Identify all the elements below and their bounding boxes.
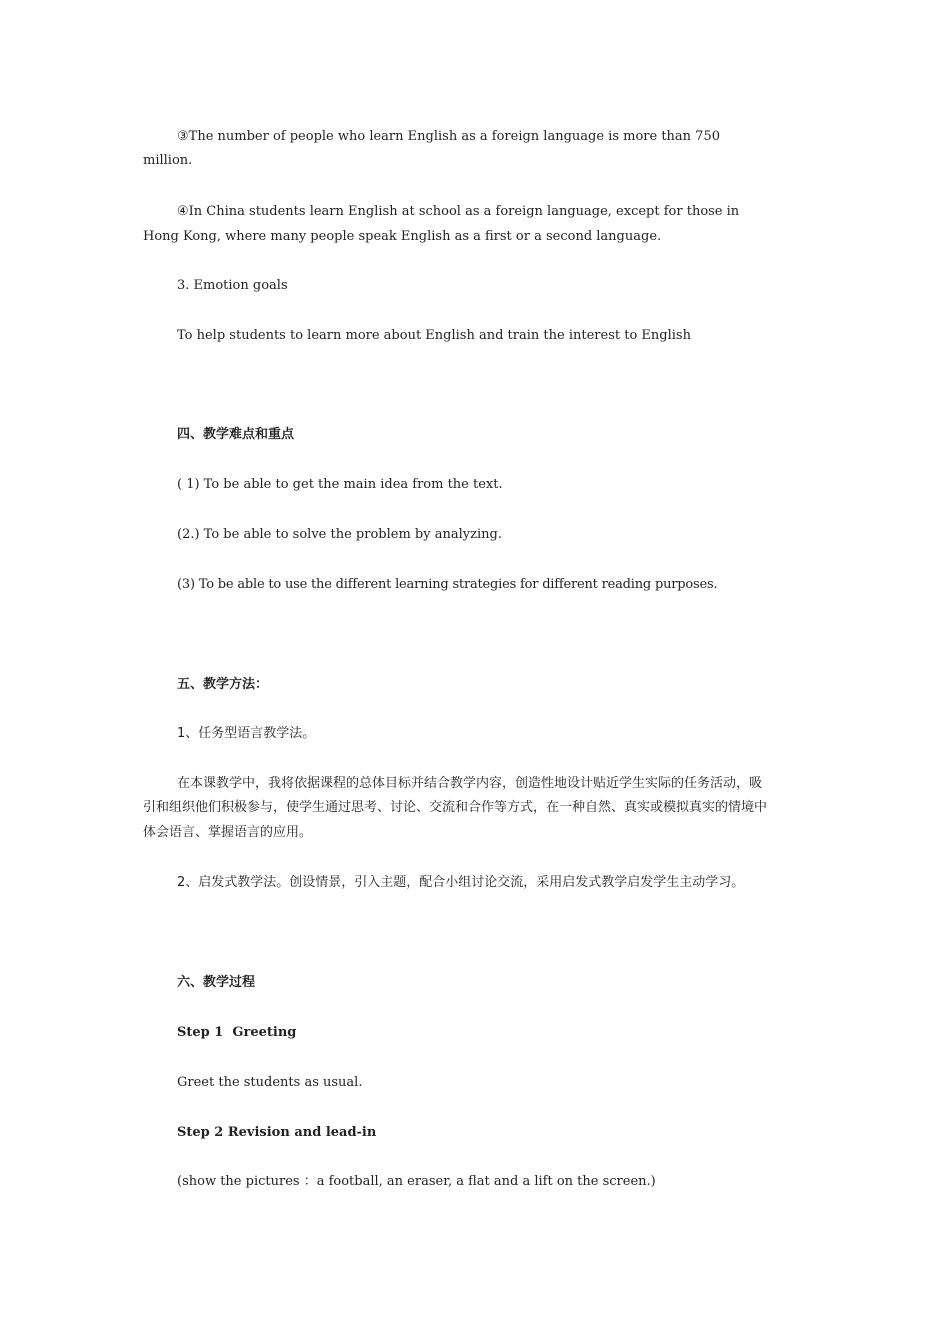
section-5-paragraph-line-3: 体会语言、掌握语言的应用。 [143,825,313,840]
objective-item-3-line-2: million. [143,153,193,168]
section-4-item-2: (2.) To be able to solve the problem by analyzing. [177,527,502,542]
emotion-goals-text: To help students to learn more about English and train the interest to English [177,328,691,343]
section-5-method-1: 1、任务型语言教学法。 [177,726,316,741]
step-1-title: Step 1 Greeting [177,1025,297,1040]
step-2-title: Step 2 Revision and lead-in [177,1125,377,1140]
section-5-method-2: 2、启发式教学法。创设情景，引入主题，配合小组讨论交流，采用启发式教学启发学生主动学习。 [177,875,745,890]
section-5-paragraph-line-1: 在本课教学中，我将依据课程的总体目标并结合教学内容，创造性地设计贴近学生实际的任务活动，吸 [177,776,763,791]
emotion-goals-heading: 3. Emotion goals [177,278,288,293]
objective-item-4-line-1: ④In China students learn English at school as a foreign language, except for those in [177,204,740,219]
section-4-item-1: ( 1) To be able to get the main idea from the text. [177,477,503,492]
objective-item-3-line-1: ③The number of people who learn English as a foreign language is more than 750 [177,129,720,144]
objective-item-4-line-2: Hong Kong, where many people speak English as a first or a second language. [143,229,662,244]
step-2-text: (show the pictures ：a football, an eraser, a flat and a lift on the screen.) [177,1174,656,1189]
section-5-heading: 五、教学方法： [177,677,269,692]
section-5-paragraph-line-2: 引和组织他们积极参与，使学生通过思考、讨论、交流和合作等方式，在一种自然、真实或模拟真实的情境中 [143,800,768,815]
section-4-item-3: (3) To be able to use the different learning strategies for different reading purposes. [177,577,718,592]
step-1-text: Greet the students as usual. [177,1075,363,1090]
section-4-heading: 四、教学难点和重点 [177,427,295,442]
section-6-heading: 六、教学过程 [177,975,256,990]
